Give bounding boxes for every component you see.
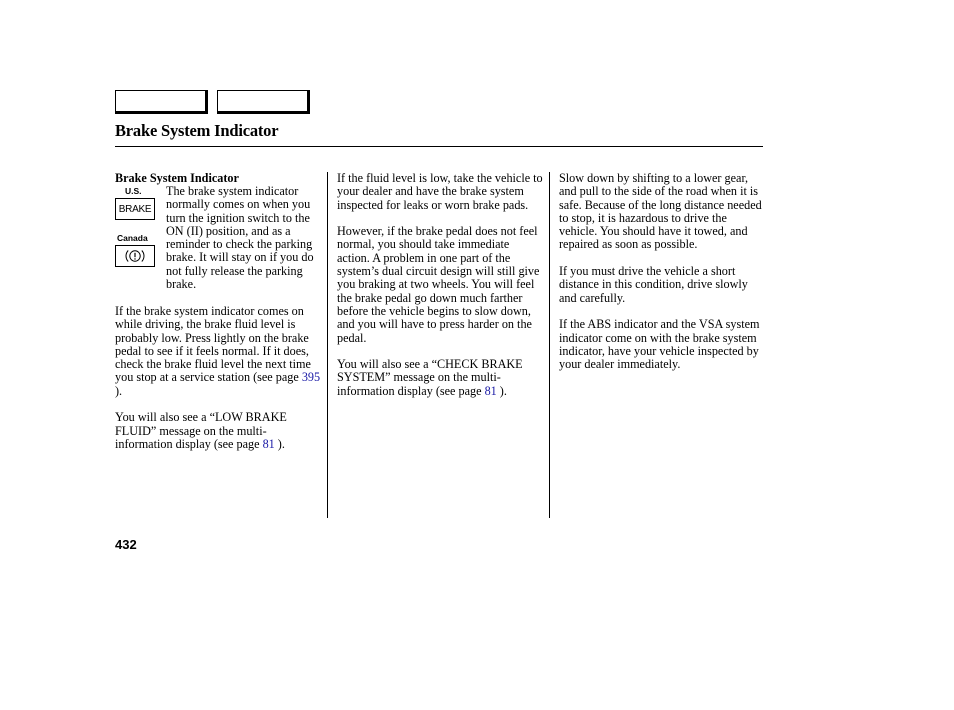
paragraph-text: You will also see a “CHECK BRAKE SYSTEM” message on the multi-information display (see page (337, 357, 523, 398)
intro-paragraph: The brake system indicator normally comes on when you turn the ignition switch to the ON (II) position, and as a reminder to check the parking brake. It will stay on if you do not fully release the parking brake. (166, 184, 314, 292)
nav-button-previous[interactable] (115, 90, 208, 114)
page-number: 432 (115, 537, 137, 552)
paragraph (115, 411, 322, 451)
paragraph-text: You will also see a “LOW BRAKE FLUID” message on the multi-information display (see page (115, 410, 287, 451)
title-divider (115, 146, 763, 147)
us-label: U.S. (125, 186, 142, 196)
brake-icon-text: BRAKE (118, 203, 152, 215)
column-2 (337, 172, 543, 411)
indicator-icons (115, 186, 161, 267)
page-link-81[interactable]: 81 (262, 436, 275, 451)
paragraph: If you must drive the vehicle a short distance in this condition, drive slowly and carefully. (559, 264, 748, 305)
brake-warning-symbol-icon (115, 245, 155, 267)
paragraph: However, if the brake pedal does not feel normal, you should take immediate action. A problem in one part of the system’s dual circuit design will still give you braking at two wheels. You will feel the brake pedal go down much farther before the vehicle begins to slow down, and you will have to press harder on the pedal. (337, 224, 540, 345)
page-title: Brake System Indicator (115, 121, 279, 140)
page-link-81[interactable]: 81 (484, 383, 497, 398)
paragraph: If the fluid level is low, take the vehicle to your dealer and have the brake system inspected for leaks or worn brake pads. (337, 171, 543, 212)
column-divider (327, 172, 328, 518)
paragraph: Slow down by shifting to a lower gear, and pull to the side of the road when it is safe. Because of the long distance needed to stop, it is hazardous to drive the vehicle. You should have it towed, and repaired as soon as possible. (559, 171, 762, 252)
paragraph-text: ). (115, 383, 123, 398)
paragraph (115, 305, 322, 398)
paragraph: If the ABS indicator and the VSA system indicator come on with the brake system indicator, have your vehicle inspected by your dealer immediately. (559, 317, 760, 372)
nav-button-next[interactable] (217, 90, 310, 114)
canada-label: Canada (117, 233, 148, 243)
brake-indicator-icon (115, 198, 155, 220)
section-subheading: Brake System Indicator (115, 171, 239, 185)
circle-exclamation-icon (123, 247, 147, 265)
column-3 (559, 172, 765, 385)
paragraph-text: ). (496, 383, 507, 398)
page-link-395[interactable]: 395 (301, 370, 321, 385)
paragraph-text: ). (274, 436, 285, 451)
paragraph (337, 358, 543, 398)
column-1-lower (115, 305, 322, 465)
paragraph-text: If the brake system indicator comes on while driving, the brake fluid level is probably low. Press lightly on the brake pedal to see if it feels normal. If it does, check the brake fluid level the next time you stop at a service station (see page (115, 304, 311, 385)
column-divider (549, 172, 550, 518)
